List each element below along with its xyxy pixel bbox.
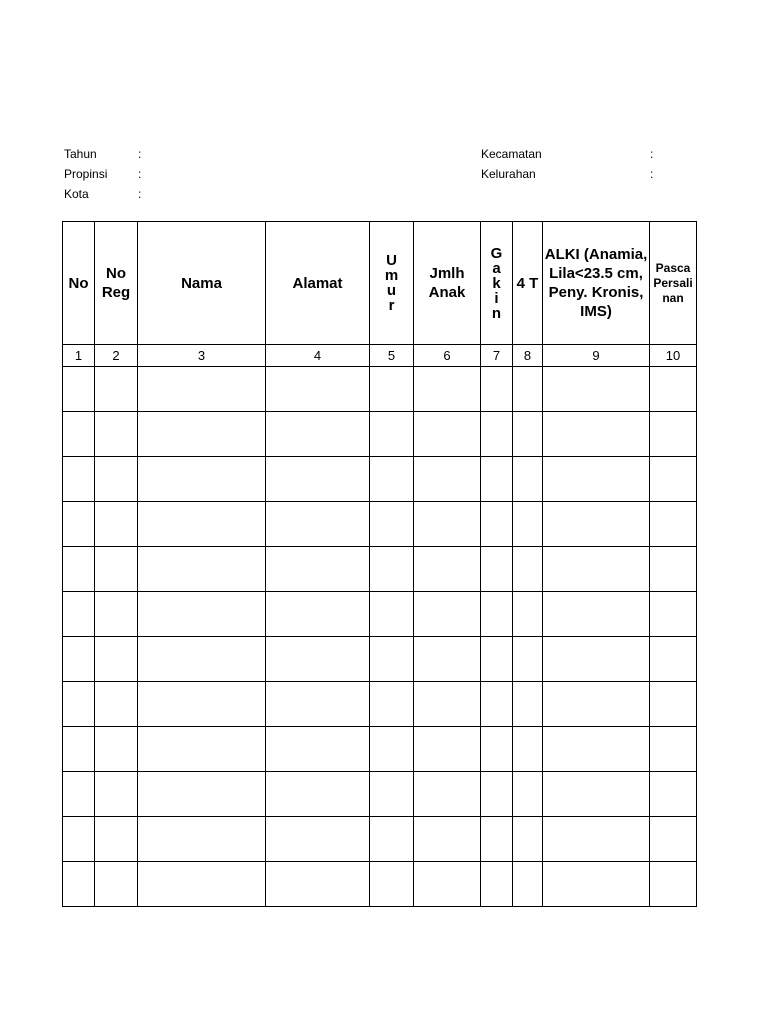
header-nama: Nama [138,222,266,345]
table-cell [481,547,513,592]
table-cell [650,637,697,682]
table-row [63,502,697,547]
table-cell [650,772,697,817]
table-cell [138,502,266,547]
table-cell [138,727,266,772]
table-cell [266,547,370,592]
table-cell [95,727,138,772]
field-kota [64,184,264,204]
table-cell [266,862,370,907]
table-cell [138,592,266,637]
table-cell [481,637,513,682]
table-cell [95,682,138,727]
table-cell [63,547,95,592]
field-colon: : [138,167,142,181]
table-cell [266,367,370,412]
column-number: 4 [266,345,370,367]
table-cell [63,772,95,817]
table-cell [513,547,543,592]
table-cell [63,412,95,457]
table-cell [513,412,543,457]
table-cell [138,547,266,592]
field-label: Kota [64,187,89,201]
table-cell [414,547,481,592]
table-cell [63,862,95,907]
table-cell [266,682,370,727]
register-table [62,221,697,907]
table-cell [650,592,697,637]
table-cell [370,727,414,772]
table-cell [414,367,481,412]
header-no-reg: No Reg [95,222,138,345]
table-cell [266,592,370,637]
table-cell [650,817,697,862]
table-cell [650,502,697,547]
header-alamat: Alamat [266,222,370,345]
table-cell [513,457,543,502]
table-cell [266,412,370,457]
table-cell [414,682,481,727]
table-cell [63,592,95,637]
table-cell [414,457,481,502]
field-label: Tahun [64,147,97,161]
table-cell [543,412,650,457]
table-row [63,367,697,412]
header-row [63,222,697,345]
table-cell [414,772,481,817]
table-cell [513,817,543,862]
field-colon: : [650,167,654,181]
table-cell [370,592,414,637]
table-cell [266,637,370,682]
table-cell [543,367,650,412]
table-cell [650,862,697,907]
table-row [63,682,697,727]
table-cell [138,412,266,457]
table-cell [266,502,370,547]
table-cell [414,592,481,637]
table-cell [370,637,414,682]
field-kecamatan [481,144,681,164]
table-cell [63,637,95,682]
table-cell [481,592,513,637]
table-cell [138,682,266,727]
table-row [63,862,697,907]
field-label: Kecamatan [481,147,542,161]
column-number: 6 [414,345,481,367]
field-tahun [64,144,264,164]
table-cell [138,367,266,412]
table-row [63,727,697,772]
table-cell [414,502,481,547]
table-cell [95,547,138,592]
column-number: 7 [481,345,513,367]
table-cell [95,412,138,457]
column-number: 1 [63,345,95,367]
table-cell [543,682,650,727]
table-cell [370,547,414,592]
table-cell [481,727,513,772]
table-cell [414,727,481,772]
table-cell [513,502,543,547]
table-row [63,772,697,817]
field-colon: : [650,147,654,161]
table-cell [370,772,414,817]
column-number: 9 [543,345,650,367]
table-cell [414,637,481,682]
column-number: 2 [95,345,138,367]
table-cell [370,862,414,907]
table-cell [414,862,481,907]
table-cell [650,682,697,727]
table-cell [650,457,697,502]
table-cell [543,727,650,772]
table-cell [481,862,513,907]
table-cell [543,637,650,682]
table-cell [95,817,138,862]
header-gakin: G a k i n [481,222,513,345]
table-cell [370,457,414,502]
table-cell [266,817,370,862]
table-cell [481,817,513,862]
table-cell [414,817,481,862]
table-cell [266,772,370,817]
table-cell [481,502,513,547]
table-cell [513,682,543,727]
table-cell [138,457,266,502]
table-cell [543,457,650,502]
table-cell [513,592,543,637]
table-cell [650,367,697,412]
table-cell [650,727,697,772]
table-cell [370,817,414,862]
table-cell [138,637,266,682]
table-cell [513,637,543,682]
table-cell [513,727,543,772]
table-cell [95,772,138,817]
header-jmlh-anak: Jmlh Anak [414,222,481,345]
field-colon: : [138,187,142,201]
table-cell [481,412,513,457]
header-alki: ALKI (Anamia, Lila<23.5 cm, Peny. Kronis, IMS) [543,222,650,345]
table-cell [481,457,513,502]
column-number: 8 [513,345,543,367]
table-cell [481,367,513,412]
table-cell [543,862,650,907]
header-umur: U m u r [370,222,414,345]
table-cell [63,727,95,772]
table-cell [543,592,650,637]
table-cell [95,637,138,682]
table-cell [543,817,650,862]
table-cell [138,772,266,817]
table-cell [650,412,697,457]
table-cell [266,727,370,772]
table-cell [513,367,543,412]
field-kelurahan [481,164,681,184]
column-number: 5 [370,345,414,367]
table-cell [543,772,650,817]
table-cell [138,817,266,862]
column-number: 3 [138,345,266,367]
table-cell [95,592,138,637]
table-row [63,547,697,592]
table-cell [513,772,543,817]
table-row [63,412,697,457]
table-cell [95,862,138,907]
table-cell [95,457,138,502]
table-cell [513,862,543,907]
header-fields-left [64,144,264,204]
table-row [63,637,697,682]
field-label: Propinsi [64,167,108,181]
column-number: 10 [650,345,697,367]
table-body [63,367,697,907]
table-cell [370,682,414,727]
header-fields-right [481,144,681,184]
field-label: Kelurahan [481,167,536,181]
header-no: No [63,222,95,345]
table-row [63,457,697,502]
table-cell [481,772,513,817]
table-cell [63,457,95,502]
column-number-row [63,345,697,367]
table-cell [95,502,138,547]
table-cell [63,367,95,412]
table-cell [370,367,414,412]
table-cell [543,547,650,592]
table-cell [370,502,414,547]
table-row [63,817,697,862]
table-cell [63,502,95,547]
table-cell [63,817,95,862]
table-cell [370,412,414,457]
table-cell [543,502,650,547]
header-pasca-persalinan: Pasca Persali nan [650,222,697,345]
table-cell [63,682,95,727]
header-4t: 4 T [513,222,543,345]
table-row [63,592,697,637]
table-cell [95,367,138,412]
table-cell [414,412,481,457]
table-cell [650,547,697,592]
table-cell [266,457,370,502]
table-cell [481,682,513,727]
field-colon: : [138,147,142,161]
table-cell [138,862,266,907]
field-propinsi [64,164,264,184]
